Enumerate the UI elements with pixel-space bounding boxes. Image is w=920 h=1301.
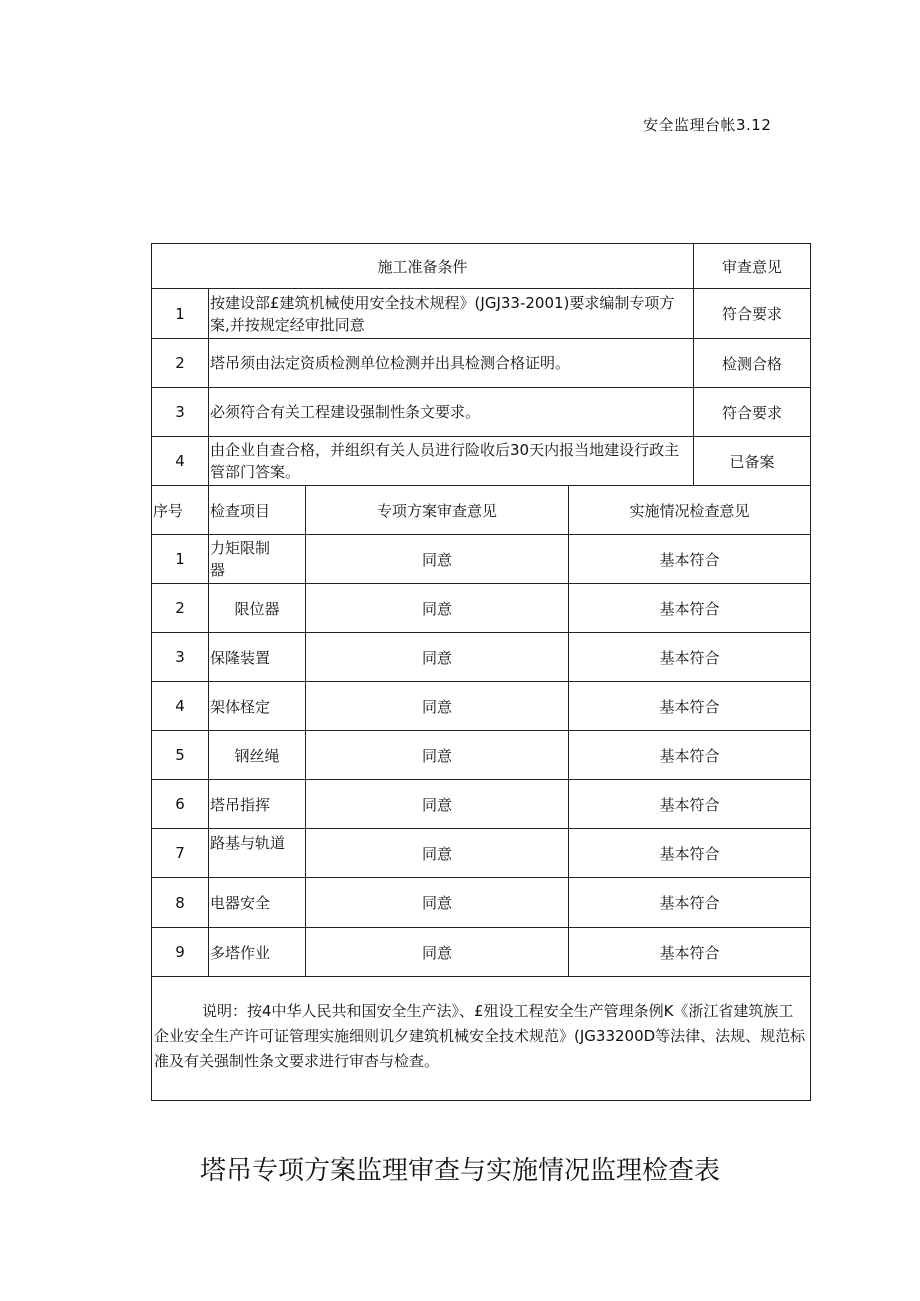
table-row: [152, 633, 811, 682]
item-number: 8: [152, 878, 209, 928]
table-row: [152, 584, 811, 633]
ledger-reference: 安全监理台帐3.12: [643, 116, 772, 134]
table-row: [152, 731, 811, 780]
impl-opinion: 基本符合: [569, 584, 811, 633]
inspection-table: [151, 243, 811, 1101]
plan-opinion: 同意: [306, 780, 569, 829]
condition-opinion: 符合要求: [694, 289, 811, 339]
plan-opinion: 同意: [306, 584, 569, 633]
impl-opinion: 基本符合: [569, 878, 811, 928]
condition-row: [152, 388, 811, 437]
condition-text: 塔吊须由法定资质检测单位检测并出具检测合格证明。: [209, 339, 694, 388]
table-row: [152, 535, 811, 584]
condition-opinion: 检测合格: [694, 339, 811, 388]
item-number: 3: [152, 633, 209, 682]
impl-opinion: 基本符合: [569, 535, 811, 584]
item-name: 电器安全: [209, 878, 306, 928]
table-row: [152, 878, 811, 928]
plan-opinion: 同意: [306, 829, 569, 878]
item-number: 4: [152, 682, 209, 731]
table-row: [152, 780, 811, 829]
impl-opinion: 基本符合: [569, 928, 811, 977]
impl-opinion: 基本符合: [569, 731, 811, 780]
impl-opinion: 基本符合: [569, 780, 811, 829]
plan-header: 专项方案审查意见: [306, 486, 569, 535]
plan-opinion: 同意: [306, 535, 569, 584]
table-row: [152, 682, 811, 731]
item-number: 2: [152, 584, 209, 633]
opinion-header: 审查意见: [694, 244, 811, 289]
conditions-header-row: [152, 244, 811, 289]
impl-opinion: 基本符合: [569, 633, 811, 682]
item-name: 塔吊指挥: [209, 780, 306, 829]
table-row: [152, 829, 811, 878]
condition-row: [152, 437, 811, 486]
table-row: [152, 928, 811, 977]
item-number: 9: [152, 928, 209, 977]
condition-text: 按建设部£建筑机械使用安全技术规程》(JGJ33-2001)要求编制专项方案,并按规定经审批同意: [209, 289, 694, 339]
item-name: [209, 535, 306, 584]
plan-opinion: 同意: [306, 928, 569, 977]
item-number: 5: [152, 731, 209, 780]
item-name: 多塔作业: [209, 928, 306, 977]
plan-opinion: 同意: [306, 878, 569, 928]
note-cell: [152, 977, 811, 1101]
plan-opinion: 同意: [306, 682, 569, 731]
condition-text: 由企业自查合格，并组织有关人员进行险收后30天内报当地建设行政主管部门答案。: [209, 437, 694, 486]
condition-row: [152, 289, 811, 339]
item-number: 1: [152, 535, 209, 584]
number-header: 序号: [152, 486, 209, 535]
item-number: 6: [152, 780, 209, 829]
impl-opinion: 基本符合: [569, 682, 811, 731]
note-text: 说明：按4中华人民共和国安全生产法》、£殂设工程安全生产管理条例K《浙江省建筑族工企业安全生产许可证管理实施细则讥夕建筑机械安全技术规范》(JG33200D等法律、法规、规范标准及有关强制性条文要求进行审杳与检查。: [154, 1002, 806, 1070]
condition-number: 3: [152, 388, 209, 437]
condition-opinion: 已备案: [694, 437, 811, 486]
plan-opinion: 同意: [306, 731, 569, 780]
impl-header: 实施情况检查意见: [569, 486, 811, 535]
item-name: 架体柽定: [209, 682, 306, 731]
page-title: 塔吊专项方案监理审查与实施情况监理检查表: [199, 1156, 720, 1186]
impl-opinion: 基本符合: [569, 829, 811, 878]
item-name: 钢丝绳: [209, 731, 306, 780]
plan-opinion: 同意: [306, 633, 569, 682]
condition-number: 4: [152, 437, 209, 486]
condition-number: 2: [152, 339, 209, 388]
condition-row: [152, 339, 811, 388]
item-name: 保隆装置: [209, 633, 306, 682]
items-header-row: [152, 486, 811, 535]
item-header: 检查项目: [209, 486, 306, 535]
item-name-text: 力矩限制器: [210, 539, 271, 579]
condition-text: 必须符合有关工程建设强制性条文要求。: [209, 388, 694, 437]
item-number: 7: [152, 829, 209, 878]
conditions-header: 施工准备条件: [152, 244, 694, 289]
condition-number: 1: [152, 289, 209, 339]
item-name: 限位器: [209, 584, 306, 633]
note-row: [152, 977, 811, 1101]
item-name: 路基与轨道: [209, 829, 306, 878]
condition-opinion: 符合要求: [694, 388, 811, 437]
